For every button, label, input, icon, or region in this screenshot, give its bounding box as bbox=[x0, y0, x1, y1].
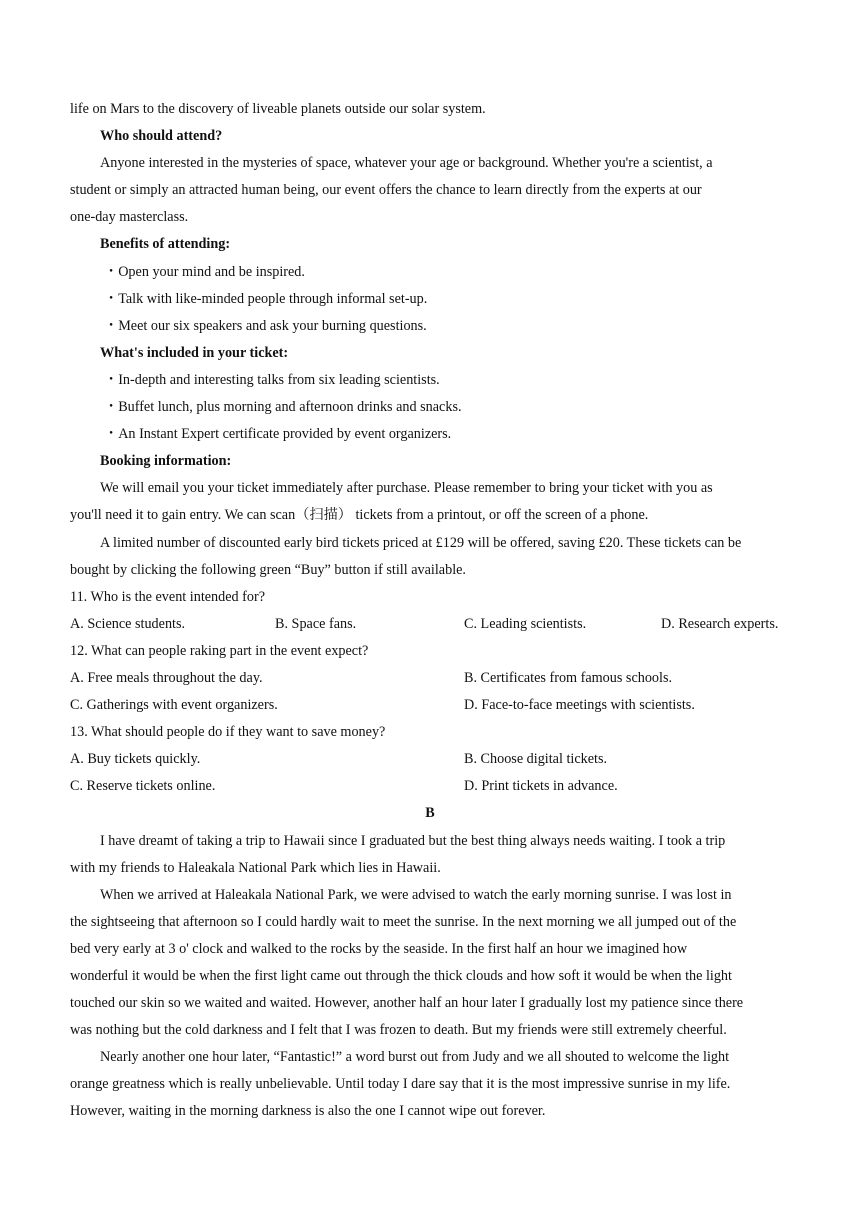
passage-b-line: I have dreamt of taking a trip to Hawaii since I graduated but the best thing always needs waiting. I took a trip bbox=[100, 832, 726, 849]
who-text-line: one-day masterclass. bbox=[70, 209, 189, 226]
booking-text-line: bought by clicking the following green “Buy” button if still available. bbox=[70, 561, 466, 578]
option-d: D. Research experts. bbox=[661, 615, 779, 632]
passage-b-line: orange greatness which is really unbelievable. Until today I dare say that it is the most impressive sunrise in my life. bbox=[70, 1076, 731, 1093]
passage-b-line: with my friends to Haleakala National Park which lies in Hawaii. bbox=[70, 859, 441, 876]
option-a: A. Science students. bbox=[70, 615, 186, 632]
passage-b-line: was nothing but the cold darkness and I felt that I was frozen to death. But my friends were still extremely cheerful. bbox=[70, 1022, 727, 1039]
benefit-item: ・Meet our six speakers and ask your burning questions. bbox=[104, 317, 427, 334]
passage-b-line: When we arrived at Haleakala National Park, we were advised to watch the early morning sunrise. I was lost in bbox=[100, 886, 732, 903]
who-heading: Who should attend? bbox=[100, 128, 223, 145]
benefit-item: ・Open your mind and be inspired. bbox=[104, 263, 305, 280]
booking-text-line: We will email you your ticket immediately after purchase. Please remember to bring your ticket with you as bbox=[100, 480, 713, 497]
option-c: C. Gatherings with event organizers. bbox=[70, 697, 278, 714]
passage-b-line: touched our skin so we waited and waited. However, another half an hour later I gradually lost my patience since there bbox=[70, 995, 744, 1012]
benefit-item: ・Talk with like-minded people through informal set-up. bbox=[104, 290, 428, 307]
who-text-line: student or simply an attracted human being, our event offers the chance to learn directly from the experts at our bbox=[70, 182, 702, 199]
question-stem: 12. What can people raking part in the event expect? bbox=[70, 642, 369, 659]
passage-b-line: wonderful it would be when the first light came out through the thick clouds and how soft it would be when the light bbox=[70, 968, 732, 984]
option-a: A. Buy tickets quickly. bbox=[70, 751, 201, 768]
option-row bbox=[70, 611, 790, 638]
included-item: ・Buffet lunch, plus morning and afternoon drinks and snacks. bbox=[104, 399, 462, 416]
booking-text-line: A limited number of discounted early bird tickets priced at £129 will be offered, saving £20. These tickets can be bbox=[100, 534, 742, 551]
passage-b-line: However, waiting in the morning darkness is also the one I cannot wipe out forever. bbox=[70, 1103, 546, 1120]
option-row bbox=[70, 746, 790, 773]
option-row bbox=[70, 692, 790, 719]
who-text-line: Anyone interested in the mysteries of space, whatever your age or background. Whether you're a scientist, a bbox=[100, 155, 713, 172]
option-b: B. Certificates from famous schools. bbox=[464, 669, 673, 686]
option-a: A. Free meals throughout the day. bbox=[70, 669, 263, 686]
option-row bbox=[70, 665, 790, 692]
option-d: D. Face-to-face meetings with scientists. bbox=[464, 697, 695, 714]
intro-tail: life on Mars to the discovery of liveable planets outside our solar system. bbox=[70, 101, 486, 117]
option-b: B. Space fans. bbox=[275, 615, 357, 632]
question-stem: 13. What should people do if they want to save money? bbox=[70, 724, 386, 741]
booking-text-line: you'll need it to gain entry. We can scan（扫描） tickets from a printout, or off the screen of a phone. bbox=[70, 507, 649, 524]
passage-b-line: bed very early at 3 o' clock and walked to the rocks by the seaside. In the first half an hour we imagined how bbox=[70, 940, 688, 957]
section-label: B bbox=[425, 805, 435, 822]
included-item: ・In-depth and interesting talks from six leading scientists. bbox=[104, 371, 440, 388]
included-heading: What's included in your ticket: bbox=[100, 344, 289, 361]
included-item: ・An Instant Expert certificate provided by event organizers. bbox=[104, 426, 452, 443]
question-stem: 11. Who is the event intended for? bbox=[70, 588, 266, 605]
passage-b-line: the sightseeing that afternoon so I could hardly wait to meet the sunrise. In the next morning we all jumped out of the bbox=[70, 913, 737, 930]
option-c: C. Leading scientists. bbox=[464, 615, 587, 632]
option-d: D. Print tickets in advance. bbox=[464, 778, 618, 795]
benefits-heading: Benefits of attending: bbox=[100, 236, 231, 253]
document-page bbox=[70, 96, 790, 1126]
option-c: C. Reserve tickets online. bbox=[70, 778, 216, 795]
option-row bbox=[70, 773, 790, 800]
booking-heading: Booking information: bbox=[100, 453, 232, 470]
passage-b-line: Nearly another one hour later, “Fantastic!” a word burst out from Judy and we all shouted to welcome the light bbox=[100, 1049, 730, 1066]
option-b: B. Choose digital tickets. bbox=[464, 751, 608, 768]
